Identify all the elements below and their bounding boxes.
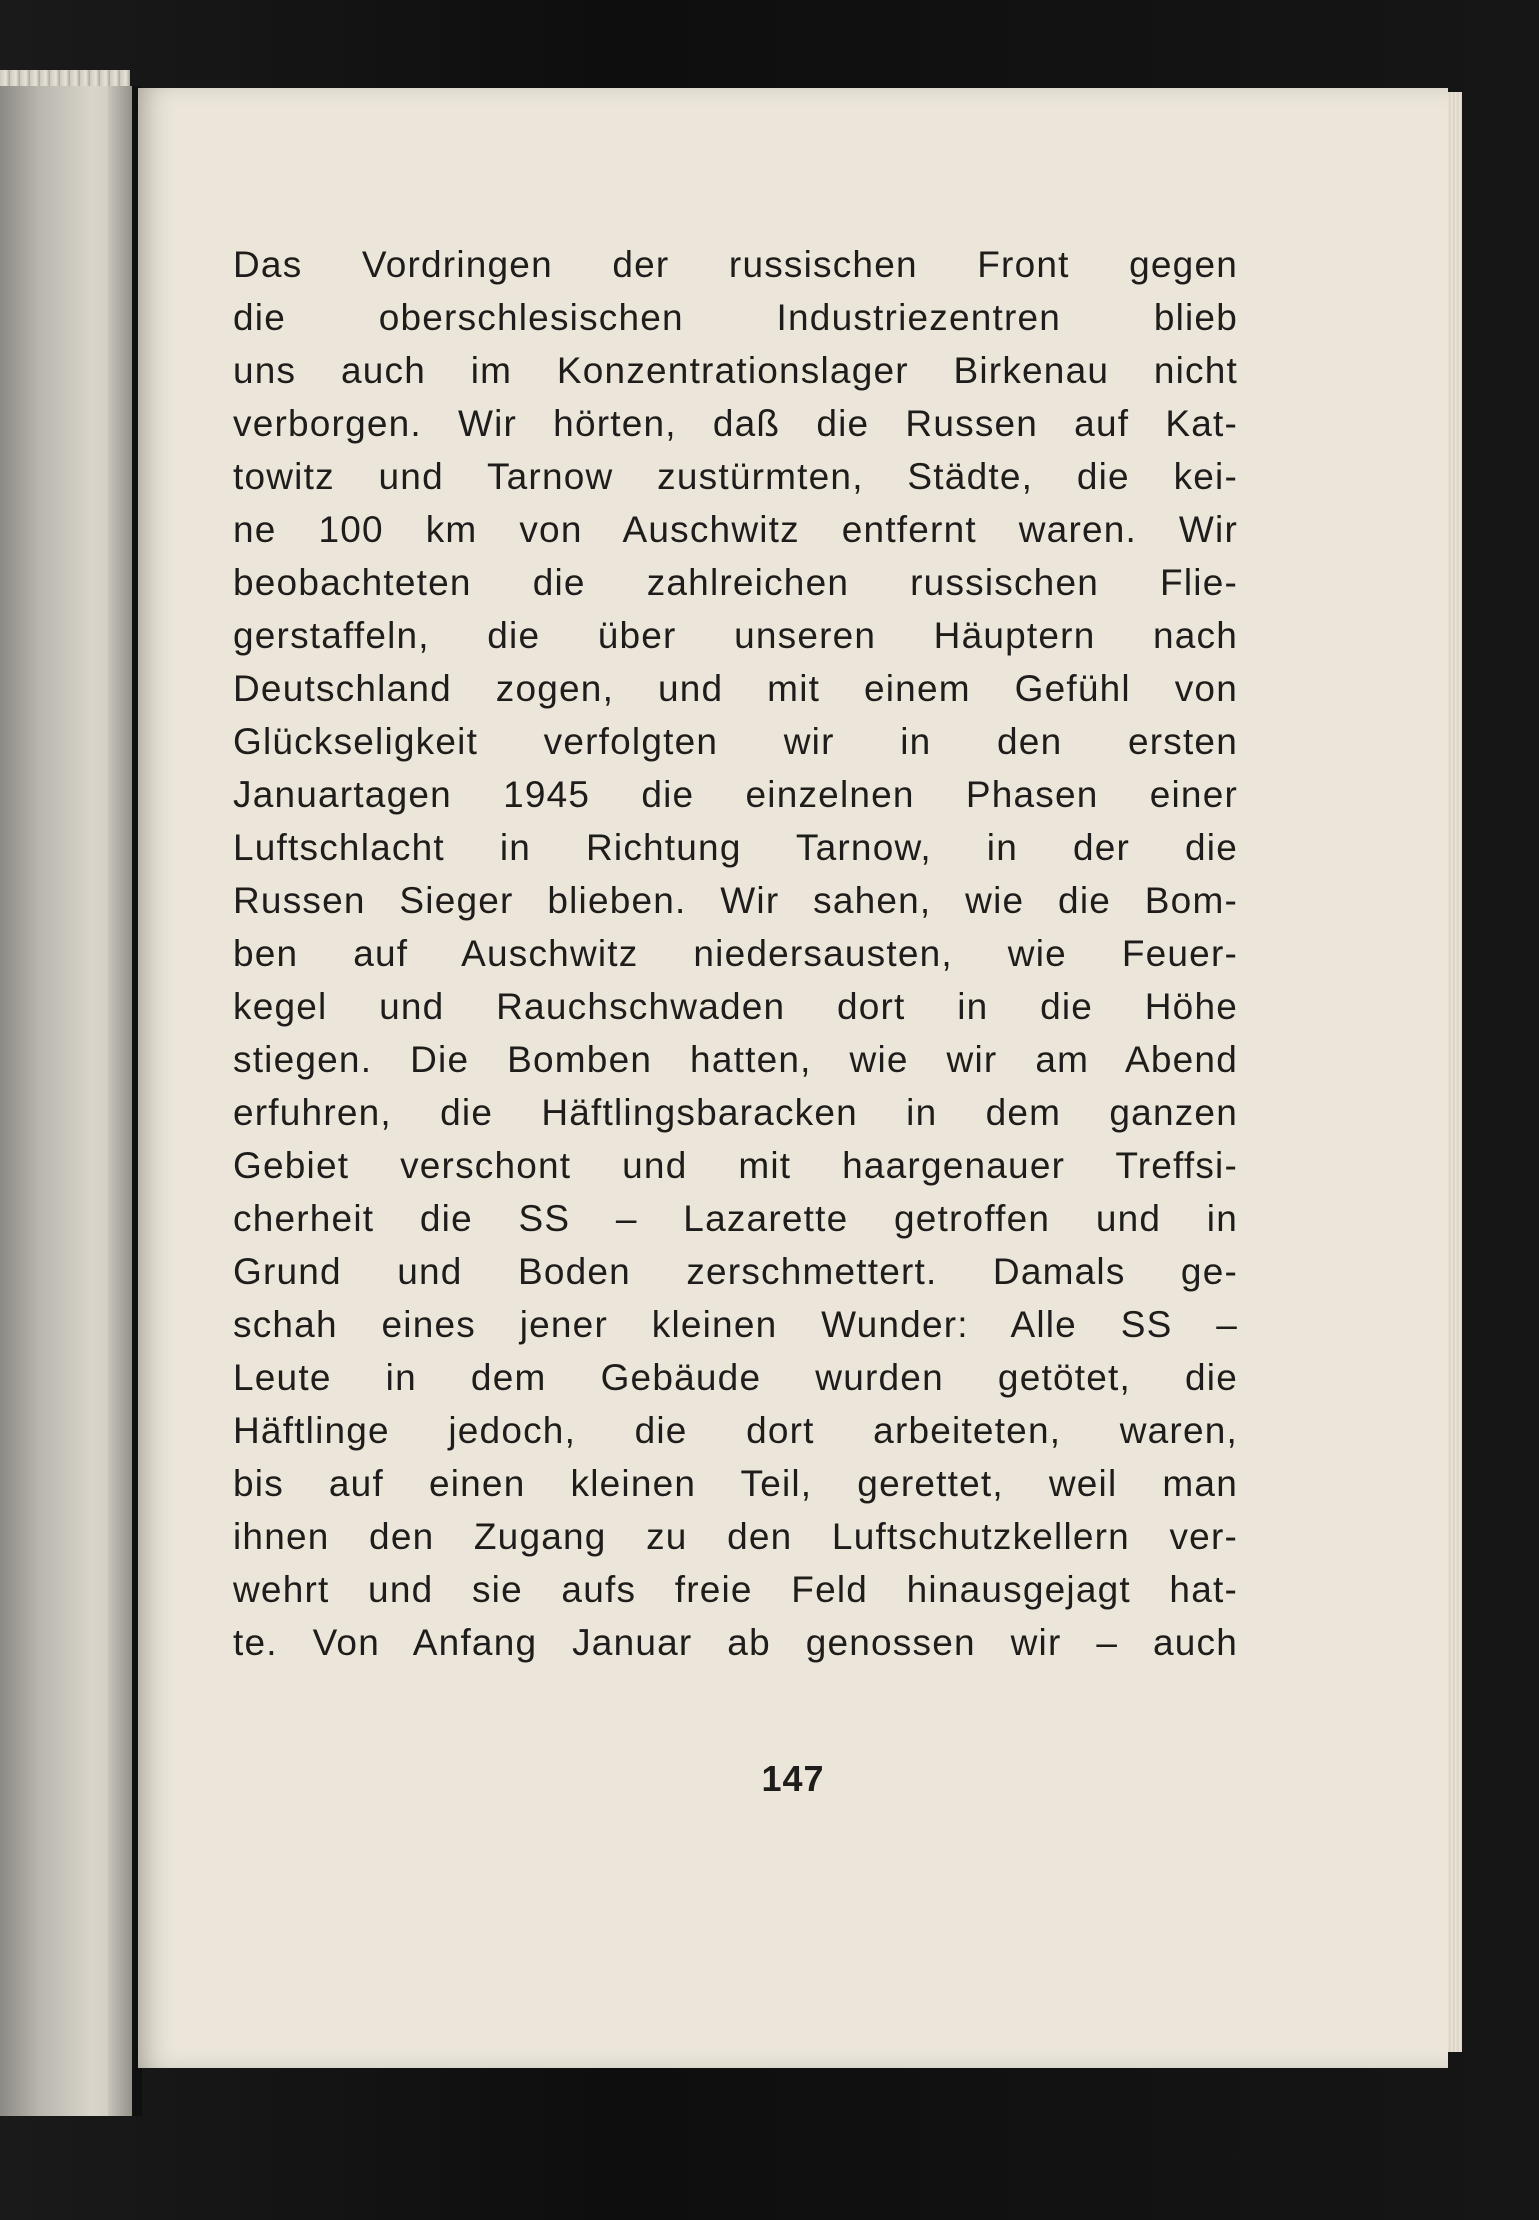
- text-line: Gebiet verschont und mit haargenauer Treffsi-: [233, 1145, 1238, 1186]
- text-line: ben auf Auschwitz niedersausten, wie Feuer-: [233, 933, 1238, 974]
- text-line: Januartagen 1945 die einzelnen Phasen einer: [233, 774, 1238, 815]
- text-line: Häftlinge jedoch, die dort arbeiteten, waren,: [233, 1410, 1238, 1451]
- body-text: [233, 238, 1238, 1669]
- text-line: gerstaffeln, die über unseren Häuptern nach: [233, 615, 1238, 656]
- text-line: uns auch im Konzentrationslager Birkenau nicht: [233, 350, 1238, 391]
- text-line: bis auf einen kleinen Teil, gerettet, weil man: [233, 1463, 1238, 1504]
- text-line: ihnen den Zugang zu den Luftschutzkellern ver-: [233, 1516, 1238, 1557]
- text-line: die oberschlesischen Industriezentren blieb: [233, 297, 1238, 338]
- text-line: beobachteten die zahlreichen russischen Flie-: [233, 562, 1238, 603]
- text-line: schah eines jener kleinen Wunder: Alle SS –: [233, 1304, 1238, 1345]
- text-line: Das Vordringen der russischen Front gegen: [233, 244, 1238, 285]
- text-line: Grund und Boden zerschmettert. Damals ge-: [233, 1251, 1238, 1292]
- text-line: Luftschlacht in Richtung Tarnow, in der die: [233, 827, 1238, 868]
- text-line: te. Von Anfang Januar ab genossen wir – auch: [233, 1622, 1238, 1663]
- text-line: Leute in dem Gebäude wurden getötet, die: [233, 1357, 1238, 1398]
- text-line: Deutschland zogen, und mit einem Gefühl von: [233, 668, 1238, 709]
- text-line: wehrt und sie aufs freie Feld hinausgejagt hat-: [233, 1569, 1238, 1610]
- text-line: verborgen. Wir hörten, daß die Russen auf Kat-: [233, 403, 1238, 444]
- gutter-shadow: [108, 86, 142, 2116]
- text-line: stiegen. Die Bomben hatten, wie wir am Abend: [233, 1039, 1238, 1080]
- text-line: ne 100 km von Auschwitz entfernt waren. Wir: [233, 509, 1238, 550]
- book-page: [138, 88, 1448, 2068]
- text-line: erfuhren, die Häftlingsbaracken in dem ganzen: [233, 1092, 1238, 1133]
- text-line: Glückseligkeit verfolgten wir in den ersten: [233, 721, 1238, 762]
- text-line: Russen Sieger blieben. Wir sahen, wie die Bom-: [233, 880, 1238, 921]
- page-number: 147: [761, 1758, 825, 1799]
- text-line: kegel und Rauchschwaden dort in die Höhe: [233, 986, 1238, 1027]
- text-line: towitz und Tarnow zustürmten, Städte, die kei-: [233, 456, 1238, 497]
- text-line: cherheit die SS – Lazarette getroffen und in: [233, 1198, 1238, 1239]
